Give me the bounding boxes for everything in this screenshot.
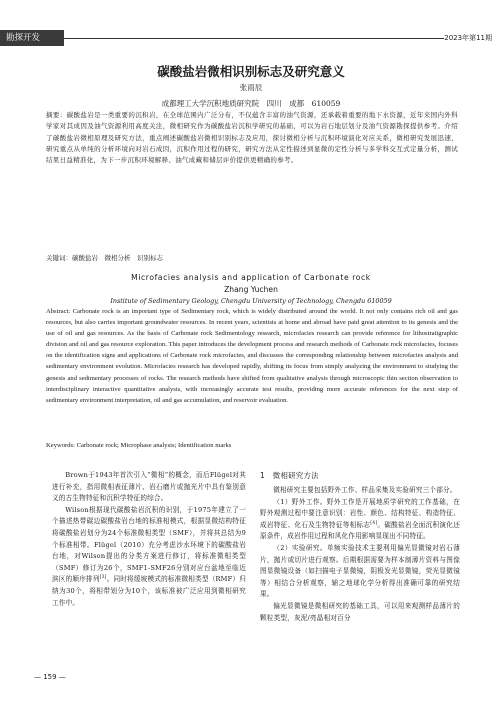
body-left-column — [52, 470, 246, 609]
body-right-column — [260, 470, 460, 624]
keywords-en — [46, 440, 458, 451]
article-title-en: Microfacies analysis and application of Carbonate rock — [131, 273, 371, 282]
body-text: Wilson根据现代碳酸盐岩沉积的识别，于1975年建立了一个描述热带碳边碳酸盐岩台地的标准相模式，根据显微结构特征将碳酸盐岩划分为24个标准微相类型（SMF），并将其总结为9个标准相带。Flügel（2010）充分考虑沙水环境下的碳酸盐岩台地，对Wilson提出的分类方案进行修订，将标准微相类型（SMF）修订为26个，SMF1-SMF26分别对应台盆地至临近滨区的顺序排列 — [52, 505, 246, 584]
abstract-en — [46, 306, 458, 406]
affiliation-cn: 成都理工大学沉积地质研究院 四川 成都 610059 — [161, 99, 341, 108]
abstract-cn-label: 摘要： — [46, 111, 67, 119]
section-heading: 1 微相研究方法 — [260, 471, 319, 480]
body-paragraph — [260, 497, 460, 543]
keywords-cn-label: 关键词： — [46, 254, 72, 262]
abstract-cn — [46, 110, 458, 166]
body-paragraph — [52, 505, 246, 609]
issue-label: 2023年第11期 — [444, 34, 492, 42]
citation: [3] — [99, 575, 107, 581]
keywords-cn — [46, 253, 458, 264]
body-paragraph: 微相研究主要包括野外工作、样品采集及实验研究三个部分。 — [273, 486, 457, 494]
header-rule — [64, 38, 444, 39]
abstract-en-label: Abstract: — [46, 308, 71, 315]
author-cn: 张雨辰 — [239, 83, 263, 92]
author-en: Zhang Yuchen — [224, 285, 278, 294]
affiliation-en: Institute of Sedimentary Geology, Chengdu University of Technology, Chengdu 610059 — [110, 297, 392, 305]
body-text: 。同时将缓坡模式的标准微相类型（RMF）归纳为30个，将相带划分为10个，该标准被广泛应用到微相研究工作中。 — [52, 575, 246, 607]
body-paragraph: Brown于1943年首次引入“微相”的概念，而后Flügel对其进行补充，指用微相表征薄片、岩石磨片或抛光片中具有鉴别意义的古生物特征和沉积学特征的综合。 — [52, 471, 246, 503]
citation: [4] — [370, 520, 378, 526]
keywords-en-label: Keywords: — [46, 442, 75, 449]
abstract-en-text: Carbonate rock is an important type of Sedimentary rock, which is widely distributed around the world. It not only contains rich oil and gas resources, but also carries important groundwater resources. In recent years, scientists at home and abroad have paid great attention to its genesis and the use of oil and gas resources. As the basis of Carbonate rock Sedimentology research, microfacies research can provide reference for lithostratigraphic division and oil and gas resource exploration. This paper introduces the development process and research methods of Carbonate rock microfacies, focuses on the identification signs and applications of Carbonate rock microfacies, and discusses the corresponding relationship between microfacies analysis and sedimentary environment evolution. Microfacies research has developed rapidly, shifting its focus from simply analyzing the environment to studying the genesis and sedimentary processes of rocks. The research methods have shifted from qualitative analysis through microscopic thin section observation to interdisciplinary interactive quantitative analysis, with increasingly accurate test results, providing more accurate references for the next step of sedimentary environment interpretation, oil and gas accumulation, and reservoir evaluation. — [46, 308, 458, 404]
body-paragraph: （2）实验研究。单频实验技术主要利用偏光显微镜对岩石薄片，抛片或切片进行观察。后期根据需要为样本制薄片资料与图像图显微镜设备（如扫描电子显微镜，阴极发光显微镜，荧光显微镜等）相结合分析观察，辅之地球化学分析得出准确可靠的研究结果。 — [260, 543, 460, 599]
body-paragraph: 偏光显微镜是微相研究的基础工具，可以用来观测样品薄片的颗粒类型，灰泥/亮晶相对百分 — [260, 601, 460, 622]
body-text: 。碳酸盐岩全面沉积演化还原条件，成岩作用过程和风化作用影响显现出不同特征。 — [260, 520, 460, 541]
keywords-cn-text: 碳酸盐岩 微相分析 识别标志 — [72, 254, 163, 262]
body-text: （1）野外工作。野外工作是开展地质学研究的工作基础，在野外观测过程中要注意识别：岩性、颜色、结构特征、构造特征、成岩特征、化石及生物特征等相标志 — [260, 497, 460, 529]
article-title-cn: 碳酸盐岩微相识别标志及研究意义 — [157, 64, 345, 79]
keywords-en-text: Carbonate rock; Microphase analysis; Identification marks — [76, 442, 232, 449]
page-number: — 159 — — [34, 673, 66, 681]
abstract-cn-text: 碳酸盐岩是一类重要的沉积岩，在全球范围内广泛分布，不仅蕴含丰富的油气资源，还承载着重要的地下水资源，近年来国内外科学家对其成因及油气资源利用高度关注，微相研究作为碳酸盐岩沉积学研究的基础，可以为岩石地层划分及油气资源勘探提供参考。介绍了碳酸盐岩微相原理及研究方法，重点阐述碳酸盐岩微相识别标志及应用，探讨微相分析与沉积环境演化对应关系，微相研究发展迅速，研究重点从单纯的分析环境向对岩石成因，沉积作用过程的研究，研究方法从定性描述到显微的定性分析与多学科交互式定量分析，测试结果日益精准化，为下一步沉积环境解释、油气成藏和储层评价提供更精确的参考。 — [46, 111, 458, 165]
section-tab: 勘探开发 — [0, 30, 64, 46]
